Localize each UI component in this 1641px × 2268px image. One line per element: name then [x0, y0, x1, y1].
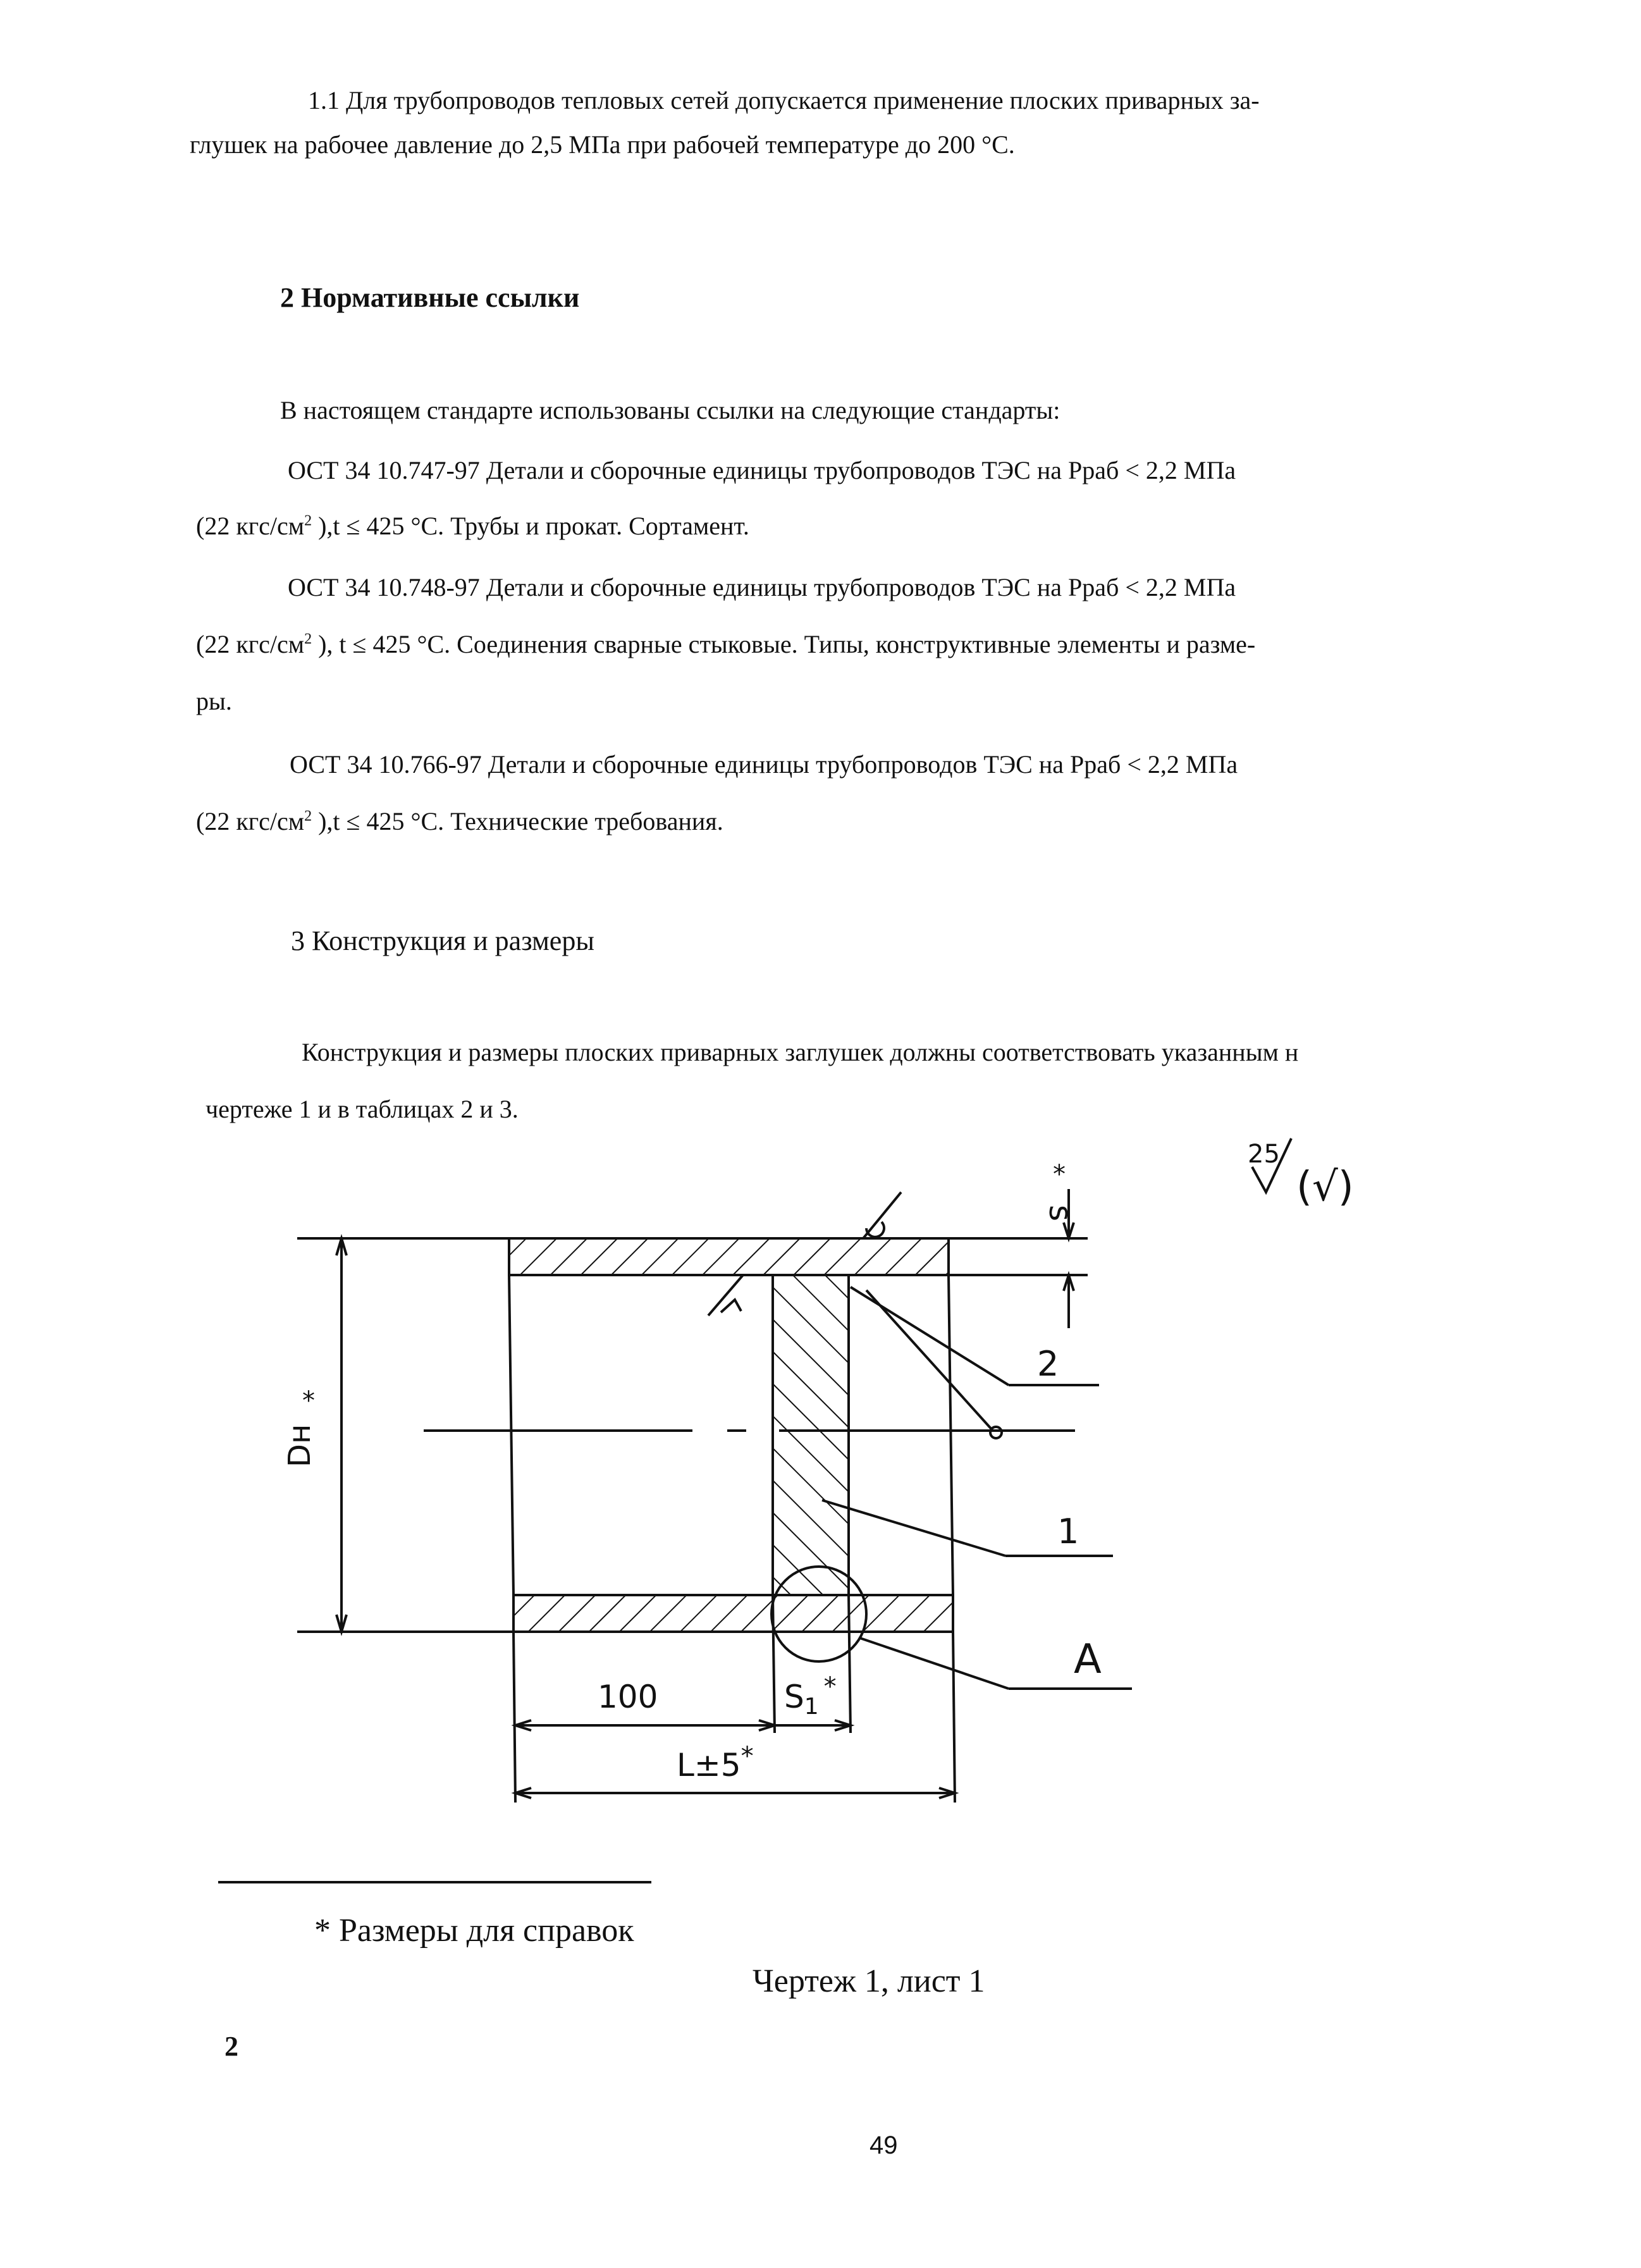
leader-a-diagonal	[860, 1638, 1009, 1689]
section-3-text-line1: Конструкция и размеры плоских приварных заглушек должны соответствовать указанным н	[302, 1038, 1299, 1066]
roughness-value: 25	[1248, 1140, 1280, 1169]
reference-1-line2: (22 кгс/$см^2$ ),t ≤ 425 °С. Трубы и прокат. Сортамент.	[196, 512, 749, 540]
section-3-text-line2: чертеже 1 и в таблицах 2 и 3.	[206, 1095, 519, 1123]
reference-1-line1: ОСТ 34 10.747-97 Детали и сборочные единицы трубопроводов ТЭС на Рраб < 2,2 МПа	[288, 456, 1236, 484]
pipe-wall-top	[509, 1238, 949, 1275]
plug-plate	[773, 1275, 849, 1595]
part-label-1: 1	[1057, 1512, 1079, 1551]
reference-3-line2: (22 кгс/$см^2$ ),t ≤ 425 °С. Технические требования.	[196, 807, 723, 835]
section-3-heading: 3 Конструкция и размеры	[291, 925, 594, 956]
dim-s-label: s	[1042, 1205, 1079, 1222]
dim-extension-right	[953, 1632, 955, 1803]
page-number: 49	[870, 2131, 898, 2159]
leader-circle-diagonal	[866, 1290, 993, 1431]
footnote: * Размеры для справок	[314, 1913, 634, 1949]
dim-100-label: 100	[598, 1679, 658, 1715]
para-1-1-line2: глушек на рабочее давление до 2,5 МПа при рабочей температуре до 200 °С.	[190, 130, 1015, 159]
part-label-2: 2	[1037, 1344, 1059, 1384]
leader-2-diagonal	[851, 1287, 1009, 1385]
reference-2-line1: ОСТ 34 10.748-97 Детали и сборочные единицы трубопроводов ТЭС на Рраб < 2,2 МПа	[288, 573, 1236, 601]
reference-2-line2: (22 кгс/$см^2$ ), t ≤ 425 °С. Соединения сварные стыковые. Типы, конструктивные элементы и разме-	[196, 630, 1256, 658]
dim-dn-star: *	[302, 1386, 315, 1415]
roughness-suffix: (√)	[1296, 1164, 1354, 1211]
reference-3-line1: ОСТ 34 10.766-97 Детали и сборочные единицы трубопроводов ТЭС на Рраб < 2,2 МПа	[290, 750, 1238, 779]
drawing-caption: Чертеж 1, лист 1	[753, 1963, 985, 1999]
dim-s1-label: $S_1^*$	[784, 1672, 837, 1720]
dim-s-star: *	[1053, 1160, 1066, 1189]
leader-circle-mark	[990, 1427, 1002, 1438]
pipe-left-edge	[509, 1275, 513, 1595]
dim-l-label: L±5*	[677, 1742, 754, 1784]
page-left-number: 2	[224, 2031, 238, 2062]
dim-extension-left	[513, 1632, 515, 1803]
section-2-intro: В настоящем стандарте использованы ссылки на следующие стандарты:	[280, 396, 1060, 424]
reference-2-line3: ры.	[196, 687, 232, 715]
section-2-heading: 2 Нормативные ссылки	[280, 282, 580, 313]
detail-label-a: A	[1074, 1636, 1102, 1683]
dim-dn-label: Dн	[282, 1424, 317, 1467]
pipe-wall-bottom	[513, 1595, 953, 1632]
weld-symbol-left	[721, 1300, 741, 1312]
pipe-right-edge	[949, 1275, 953, 1595]
para-1-1-line1: 1.1 Для трубопроводов тепловых сетей допускается применение плоских приварных за-	[308, 86, 1260, 114]
